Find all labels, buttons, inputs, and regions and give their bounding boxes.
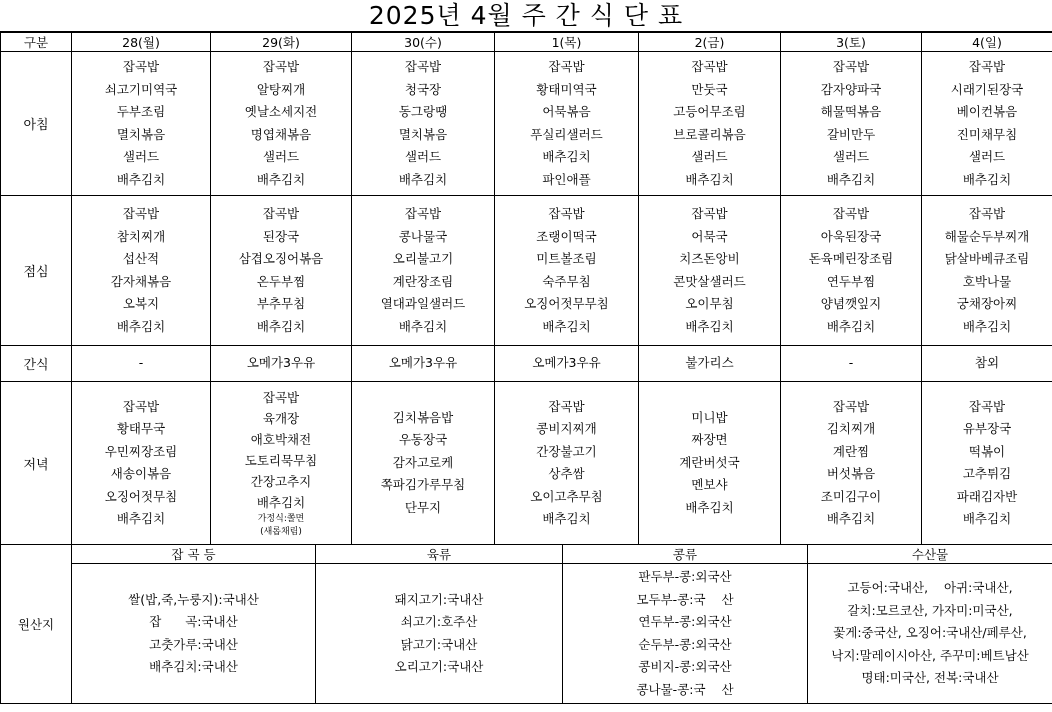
- menu-item: 계란장조림: [392, 273, 454, 289]
- menu-item: 양념깻잎지: [820, 296, 882, 311]
- menu-item: 온두부찜: [256, 273, 306, 289]
- menu-item: 유부장국: [962, 421, 1012, 436]
- menu-item: 잡곡밥: [122, 59, 160, 74]
- menu-item: 불가리스: [685, 355, 734, 371]
- menu-item: 샐러드: [968, 149, 1006, 164]
- menu-item: 잡곡밥: [262, 390, 300, 405]
- menu-item: 오징어젓무무침: [524, 296, 609, 311]
- menu-item: 궁채장아찌: [956, 296, 1018, 311]
- menu-item: 고추튀김: [962, 466, 1012, 481]
- origin-label: 원산지: [1, 545, 72, 704]
- menu-cell: [352, 346, 495, 382]
- origin-group-title: 육류: [316, 545, 563, 564]
- menu-item: 감자양파국: [820, 81, 882, 97]
- menu-item: 파인애플: [542, 171, 591, 187]
- menu-item: 오복지: [122, 296, 160, 311]
- menu-item: 해물순두부찌개: [944, 228, 1030, 244]
- menu-note: (새롭채림): [260, 527, 302, 537]
- menu-cell: [922, 52, 1052, 196]
- menu-item: 조랭이떡국: [536, 228, 597, 244]
- menu-item: 간장불고기: [536, 443, 597, 459]
- menu-item: 우동장국: [398, 432, 448, 448]
- menu-item: 멘보샤: [691, 477, 728, 493]
- menu-item: 옛날소세지전: [244, 104, 318, 119]
- menu-item: 숙주무침: [542, 273, 591, 289]
- menu-item: 배추김치: [398, 318, 448, 334]
- menu-cell: [781, 382, 922, 545]
- menu-item: 배추김치: [542, 149, 591, 164]
- day-header: 2(금): [639, 33, 781, 52]
- menu-item: 참치찌개: [116, 228, 166, 244]
- menu-item: 콩비지찌개: [536, 421, 597, 436]
- menu-item: 어묵국: [691, 228, 728, 244]
- menu-item: 갈비만두: [826, 126, 876, 142]
- menu-item: 열대과일샐러드: [380, 296, 466, 311]
- menu-item: 배추김치: [826, 171, 876, 187]
- menu-item: 김치볶음밥: [392, 409, 454, 425]
- menu-item: 계란찜: [832, 443, 870, 459]
- menu-cell: [781, 346, 922, 382]
- menu-item: 미트볼조림: [536, 251, 597, 266]
- origin-item: 연두부-콩:외국산: [638, 614, 732, 629]
- menu-item: 잡곡밥: [832, 398, 870, 414]
- origin-item: 고춧가루:국내산: [149, 636, 238, 652]
- menu-item: 감자채볶음: [110, 273, 172, 289]
- menu-item: 배추김치: [116, 171, 166, 187]
- menu-cell: [781, 196, 922, 346]
- menu-item: 닭살바베큐조림: [944, 251, 1030, 266]
- menu-item: 콩나물국: [398, 228, 448, 244]
- menu-item: 샐러드: [262, 149, 300, 164]
- menu-item: 간장고추지: [250, 474, 312, 489]
- menu-item: 오이고추무침: [530, 488, 603, 504]
- meal-row: [1, 196, 1052, 346]
- menu-item: 샐러드: [832, 149, 870, 164]
- origin-item: 순두부-콩:외국산: [638, 636, 732, 652]
- menu-item: 우민찌장조림: [104, 443, 178, 459]
- origin-item: 명태:미국산, 전복:국내산: [861, 670, 999, 686]
- origin-item: 꽃게:중국산, 오징어:국내산/페루산,: [833, 625, 1027, 641]
- menu-item: 잡곡밥: [968, 398, 1006, 414]
- menu-item: 샐러드: [691, 149, 728, 164]
- meal-label: 아침: [1, 52, 72, 196]
- menu-item: 시래기된장국: [950, 81, 1024, 97]
- meal-row: [1, 346, 1052, 382]
- menu-item: 멸치볶음: [116, 126, 166, 142]
- menu-item: 된장국: [262, 228, 300, 244]
- menu-item: 잡곡밥: [262, 59, 300, 74]
- day-header: 28(월): [72, 33, 211, 52]
- menu-item: 단무지: [404, 499, 442, 515]
- day-header: 1(목): [495, 33, 639, 52]
- menu-cell: [211, 382, 352, 545]
- origin-item: 잡 곡:국내산: [149, 614, 238, 629]
- meal-label: 간식: [1, 346, 72, 382]
- menu-item: 고등어무조림: [673, 104, 746, 119]
- menu-item: 잡곡밥: [968, 206, 1006, 221]
- menu-item: 애호박채전: [250, 432, 312, 447]
- menu-item: 도토리묵무침: [244, 453, 318, 468]
- menu-cell: [495, 52, 639, 196]
- origin-group-title: 콩류: [563, 545, 808, 564]
- meal-row: [1, 382, 1052, 545]
- menu-item: 배추김치: [685, 171, 734, 187]
- menu-item: 돈육메린장조림: [808, 251, 894, 266]
- menu-item: 오징어젓무침: [104, 488, 178, 504]
- menu-item: 동그랑땡: [398, 104, 448, 119]
- origin-group-title: 수산물: [808, 545, 1052, 564]
- menu-item: 배추김치: [962, 171, 1012, 187]
- origin-item: 낙지:말레이시아산, 주꾸미:베트남산: [831, 647, 1029, 663]
- menu-item: 베이컨볶음: [956, 104, 1018, 119]
- menu-cell: [72, 382, 211, 545]
- menu-item: 삼겹오징어볶음: [238, 251, 324, 266]
- menu-item: 배추김치: [256, 171, 306, 187]
- menu-item: 섭산적: [122, 251, 160, 266]
- menu-item: 계란버섯국: [679, 454, 740, 470]
- menu-item: 쪽파김가루무침: [380, 477, 466, 493]
- page-title: 2025년 4월 주 간 식 단 표: [0, 0, 1052, 32]
- menu-item: 만둣국: [691, 81, 728, 97]
- menu-table: [0, 32, 1052, 545]
- menu-item: 버섯볶음: [826, 466, 876, 481]
- menu-cell: [922, 196, 1052, 346]
- menu-item: 오이무침: [685, 296, 734, 311]
- menu-item: 파래김자반: [956, 488, 1018, 504]
- menu-cell: [72, 346, 211, 382]
- menu-cell: [639, 196, 781, 346]
- menu-item: 황태무국: [116, 421, 166, 436]
- menu-item: 푸실리샐러드: [530, 126, 603, 142]
- menu-item: 황태미역국: [536, 81, 597, 97]
- menu-item: 호박나물: [962, 273, 1012, 289]
- menu-item: 배추김치: [685, 499, 734, 515]
- menu-cell: [639, 52, 781, 196]
- menu-item: 잡곡밥: [122, 206, 160, 221]
- meal-row: [1, 52, 1052, 196]
- origin-item: 배추김치:국내산: [149, 659, 238, 674]
- menu-item: 배추김치: [826, 318, 876, 334]
- menu-item: 배추김치: [116, 511, 166, 526]
- meal-label: 저녁: [1, 382, 72, 545]
- menu-item: 배추김치: [542, 318, 591, 334]
- origin-item: 쌀(밥,죽,누룽지):국내산: [128, 591, 259, 607]
- menu-item: 떡볶이: [968, 443, 1006, 459]
- menu-item: 배추김치: [542, 511, 591, 526]
- menu-item: 잡곡밥: [262, 206, 300, 221]
- menu-item: 조미김구이: [820, 488, 882, 504]
- menu-item: 브로콜리볶음: [673, 126, 746, 142]
- menu-cell: [211, 196, 352, 346]
- menu-item: 참외: [974, 355, 1000, 371]
- menu-item: 아욱된장국: [820, 228, 882, 244]
- menu-cell: [72, 52, 211, 196]
- menu-item: 연두부찜: [826, 273, 876, 289]
- menu-cell: [495, 346, 639, 382]
- meal-label: 점심: [1, 196, 72, 346]
- origin-table: [0, 545, 1052, 704]
- menu-cell: [352, 196, 495, 346]
- menu-item: 김치찌개: [826, 421, 876, 436]
- origin-item: 콩나물-콩:국 산: [636, 681, 734, 697]
- menu-item: 잡곡밥: [548, 59, 585, 74]
- menu-item: 잡곡밥: [404, 59, 442, 74]
- origin-group-items: [808, 564, 1052, 704]
- menu-item: 배추김치: [256, 495, 306, 510]
- menu-item: 잡곡밥: [404, 206, 442, 221]
- header-label: 구분: [1, 33, 72, 52]
- menu-cell: [495, 382, 639, 545]
- menu-cell: [922, 382, 1052, 545]
- origin-item: 닭고기:국내산: [400, 636, 478, 652]
- origin-group-items: [563, 564, 808, 704]
- menu-item: 콘맛살샐러드: [673, 273, 746, 289]
- menu-item: 잡곡밥: [548, 206, 585, 221]
- menu-item: 잡곡밥: [548, 398, 585, 414]
- menu-cell: [781, 52, 922, 196]
- menu-item: 오리불고기: [392, 251, 454, 266]
- menu-item: 잡곡밥: [832, 206, 870, 221]
- origin-item: 쇠고기:호주산: [400, 614, 478, 629]
- day-header: 30(수): [352, 33, 495, 52]
- menu-item: 잡곡밥: [122, 398, 160, 414]
- menu-item: 어묵볶음: [542, 104, 591, 119]
- menu-cell: [352, 382, 495, 545]
- menu-item: 배추김치: [256, 318, 306, 334]
- menu-item: 배추김치: [962, 511, 1012, 526]
- menu-item: 부추무침: [256, 296, 306, 311]
- menu-item: 새송이볶음: [110, 466, 172, 481]
- menu-cell: [211, 346, 352, 382]
- menu-cell: [639, 382, 781, 545]
- menu-item: 해물떡볶음: [820, 104, 882, 119]
- menu-item: 상추쌈: [548, 466, 585, 481]
- menu-item: 진미채무침: [956, 126, 1018, 142]
- menu-cell: [72, 196, 211, 346]
- day-header: 3(토): [781, 33, 922, 52]
- menu-item: 치즈돈앙비: [679, 251, 740, 266]
- origin-group-items: [316, 564, 563, 704]
- menu-item: 감자고로케: [392, 454, 454, 470]
- menu-item: 오메가3우유: [388, 355, 458, 371]
- origin-item: 모두부-콩:국 산: [636, 591, 734, 607]
- menu-item: 알탕찌개: [256, 81, 306, 97]
- menu-item: 잡곡밥: [691, 59, 728, 74]
- day-header: 29(화): [211, 33, 352, 52]
- menu-note: 가정식:쫄면: [257, 514, 305, 524]
- menu-item: -: [848, 355, 854, 371]
- menu-item: 배추김치: [962, 318, 1012, 334]
- menu-item: 오메가3우유: [532, 355, 601, 371]
- menu-cell: [495, 196, 639, 346]
- menu-item: 미니밥: [691, 409, 728, 425]
- menu-cell: [639, 346, 781, 382]
- origin-item: 콩비지-콩:외국산: [638, 659, 732, 674]
- menu-item: 잡곡밥: [691, 206, 728, 221]
- menu-item: 오메가3우유: [246, 355, 316, 371]
- menu-cell: [352, 52, 495, 196]
- menu-item: 샐러드: [122, 149, 160, 164]
- origin-item: 고등어:국내산, 아귀:국내산,: [847, 580, 1013, 596]
- menu-item: 배추김치: [116, 318, 166, 334]
- menu-item: 육개장: [262, 411, 300, 426]
- origin-item: 갈치:모르코산, 가자미:미국산,: [847, 602, 1013, 618]
- menu-item: 배추김치: [398, 171, 448, 187]
- origin-group-title: 잡 곡 등: [72, 545, 316, 564]
- origin-group-items: [72, 564, 316, 704]
- menu-cell: [922, 346, 1052, 382]
- menu-item: 배추김치: [826, 511, 876, 526]
- menu-item: 잡곡밥: [832, 59, 870, 74]
- origin-item: 판두부-콩:외국산: [638, 569, 732, 584]
- origin-item: 오리고기:국내산: [394, 659, 484, 674]
- menu-item: 두부조림: [116, 104, 166, 119]
- menu-item: 명엽채볶음: [250, 126, 312, 142]
- menu-cell: [211, 52, 352, 196]
- menu-item: 쇠고기미역국: [104, 81, 178, 97]
- menu-item: 샐러드: [404, 149, 442, 164]
- day-header: 4(일): [922, 33, 1052, 52]
- origin-item: 돼지고기:국내산: [394, 591, 484, 607]
- header-row: [1, 33, 1052, 52]
- menu-item: -: [138, 355, 144, 371]
- menu-item: 짜장면: [691, 432, 728, 448]
- menu-item: 배추김치: [685, 318, 734, 334]
- menu-item: 잡곡밥: [968, 59, 1006, 74]
- menu-item: 멸치볶음: [398, 126, 448, 142]
- menu-item: 청국장: [404, 81, 442, 97]
